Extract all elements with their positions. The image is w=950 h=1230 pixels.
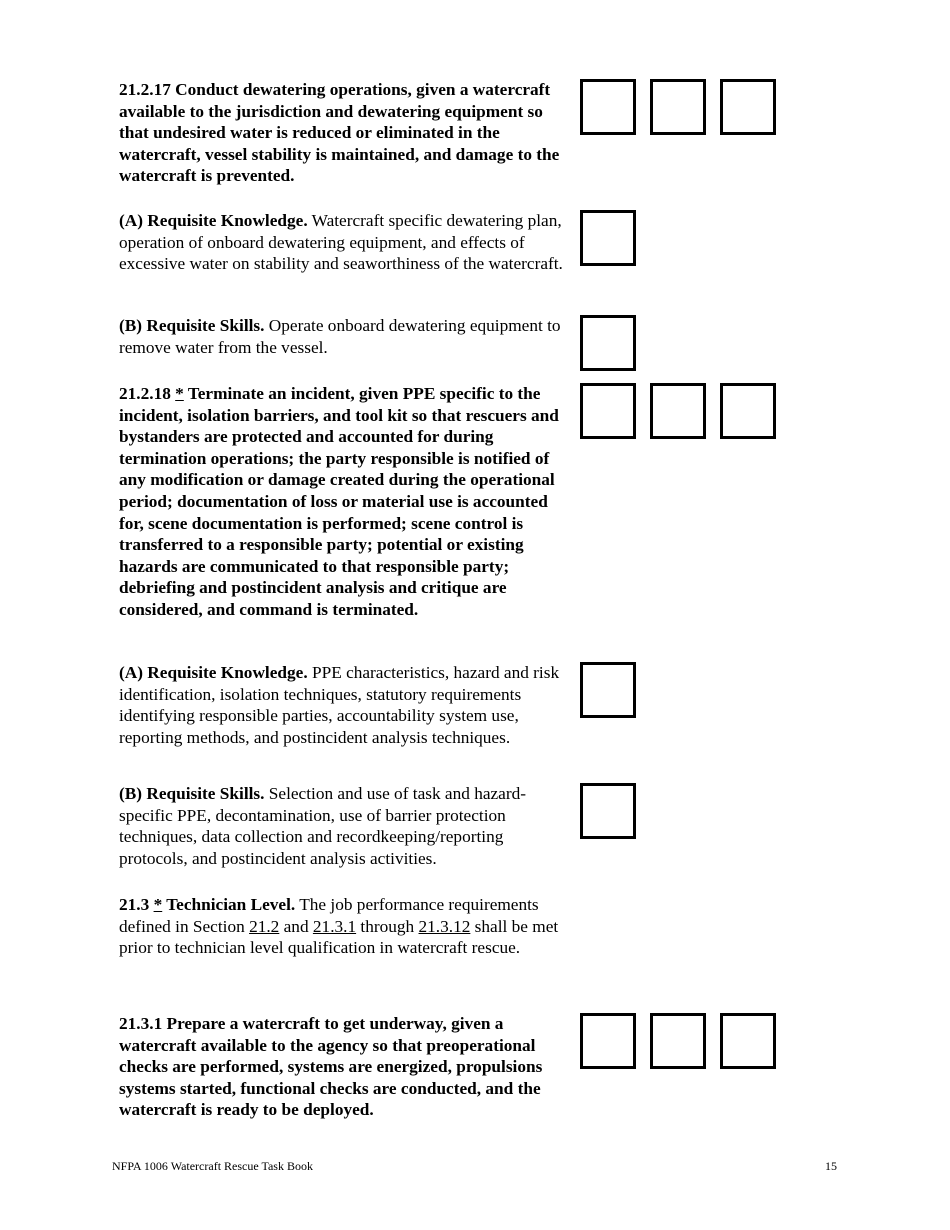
signoff-box-21-3-1-2[interactable] (650, 1013, 706, 1069)
checkbox-knowledge-21-2-18[interactable] (580, 662, 636, 718)
page-number: 15 (825, 1159, 837, 1173)
link-21-3-1[interactable]: 21.3.1 (312, 916, 357, 936)
section-21-3 (119, 894, 565, 959)
jpr-text: Terminate an incident, given PPE specific to the incident, isolation barriers, and tool kit so that rescuers and bystanders are protected and accounted for during termination operations; the party responsible is notified of any modification or damage created during the operational period; documentation of loss or material use is accounted for, scene documentation is performed; scene control is transferred to a responsible party; potential or existing hazards are communicated to that responsible party; debriefing and postincident analysis and critique are considered, and command is terminated. (119, 384, 559, 619)
section-text-1: The job performance requirements defined in Section (119, 895, 539, 936)
requisite-knowledge-21-2-18 (119, 662, 565, 748)
jpr-number: 21.2.18 (119, 384, 171, 403)
skills-label: (B) Requisite Skills. (119, 784, 265, 803)
footer-title: NFPA 1006 Watercraft Rescue Task Book (112, 1159, 313, 1173)
signoff-box-21-2-18-1[interactable] (580, 383, 636, 439)
knowledge-label: (A) Requisite Knowledge. (119, 663, 308, 682)
skills-text: Selection and use of task and hazard-specific PPE, decontamination, use of barrier protection techniques, data collection and recordkeeping/reporting protocols, and postincident analysis activities. (119, 784, 527, 868)
skills-text: Operate onboard dewatering equipment to remove water from the vessel. (119, 316, 561, 357)
link-21-2[interactable]: 21.2 (249, 916, 280, 936)
asterisk-link[interactable]: * (175, 384, 184, 403)
checkbox-knowledge-21-2-17[interactable] (580, 210, 636, 266)
jpr-21-3-1: 21.3.1 Prepare a watercraft to get underway, given a watercraft available to the agency so that preoperational checks are performed, systems are energized, propulsions systems started, functional checks are conducted, and the watercraft is ready to be deployed. (119, 1014, 543, 1120)
signoff-box-21-3-1-1[interactable] (580, 1013, 636, 1069)
requisite-skills-21-2-18 (119, 783, 565, 869)
checkbox-skills-21-2-17[interactable] (580, 315, 636, 371)
section-title: Technician Level. (162, 895, 296, 914)
checkbox-skills-21-2-18[interactable] (580, 783, 636, 839)
requisite-skills-21-2-17 (119, 315, 565, 358)
section-number: 21.3 (119, 895, 150, 914)
jpr-21-2-17: 21.2.17 Conduct dewatering operations, given a watercraft available to the jurisdiction and dewatering equipment so that undesired water is reduced or eliminated in the watercraft, vessel stability is maintained, and damage to the watercraft is prevented. (119, 80, 560, 186)
knowledge-label: (A) Requisite Knowledge. (119, 211, 308, 230)
jpr-21-2-18 (119, 383, 565, 621)
asterisk-link[interactable]: * (153, 895, 163, 914)
link-21-3-12[interactable]: 21.3.12 (418, 916, 471, 936)
signoff-box-21-2-17-1[interactable] (580, 79, 636, 135)
section-text-4: shall be met prior to technician level qualification in watercraft rescue. (119, 916, 559, 958)
signoff-box-21-3-1-3[interactable] (720, 1013, 776, 1069)
knowledge-text: PPE characteristics, hazard and risk identification, isolation techniques, statutory requirements identifying responsible parties, accountability system use, reporting methods, and postincident analysis techniques. (119, 663, 560, 747)
signoff-box-21-2-17-3[interactable] (720, 79, 776, 135)
knowledge-text: Watercraft specific dewatering plan, operation of onboard dewatering equipment, and effects of excessive water on stability and seaworthiness of the watercraft. (119, 211, 563, 274)
signoff-box-21-2-18-2[interactable] (650, 383, 706, 439)
skills-label: (B) Requisite Skills. (119, 316, 265, 335)
signoff-box-21-2-18-3[interactable] (720, 383, 776, 439)
section-text-2: and (279, 916, 313, 936)
signoff-box-21-2-17-2[interactable] (650, 79, 706, 135)
requisite-knowledge-21-2-17 (119, 210, 565, 275)
section-text-3: through (356, 916, 419, 936)
